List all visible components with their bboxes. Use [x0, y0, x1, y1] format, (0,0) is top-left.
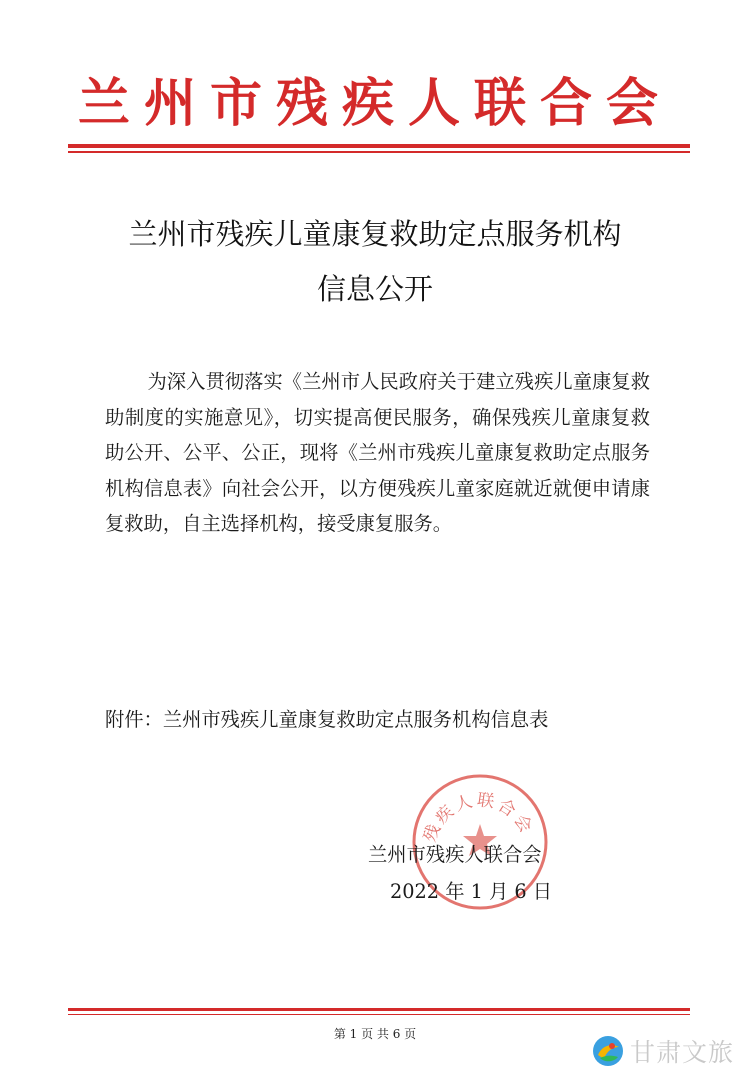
- watermark: [592, 1034, 734, 1068]
- attachment-line: 附件：兰州市残疾儿童康复救助定点服务机构信息表: [105, 708, 549, 731]
- watermark-text: 甘肃文旅: [630, 1038, 735, 1067]
- letterhead-rule-thick: [68, 144, 690, 148]
- footer-rule-thick: [68, 1008, 690, 1011]
- signature-date: 2022 年 1 月 6 日: [390, 880, 553, 903]
- letterhead-org-name: 兰州市残疾人联合会: [77, 73, 672, 134]
- body-paragraph: 为深入贯彻落实《兰州市人民政府关于建立残疾儿童康复救助制度的实施意见》，切实提高便民服务，确保残疾儿童康复救助公开、公平、公正，现将《兰州市残疾儿童康复救助定点服务机构信息表》向社会公开，以方便残疾儿童家庭就近就便申请康复救助，自主选择机构，接受康复服务。: [105, 370, 650, 535]
- gansu-wenlv-logo-icon: [592, 1035, 624, 1067]
- document-body: [105, 364, 650, 542]
- signature-org: 兰州市残疾人联合会: [368, 843, 542, 866]
- footer-rule-thin: [68, 1014, 690, 1015]
- letterhead-rule-thin: [68, 151, 690, 153]
- page-number: 第 1 页 共 6 页: [333, 1027, 417, 1041]
- seal-text: 残疾人联合会: [420, 790, 538, 846]
- document-title-line2: 信息公开: [316, 272, 433, 306]
- document-title-line1: 兰州市残疾儿童康复救助定点服务机构: [128, 217, 622, 251]
